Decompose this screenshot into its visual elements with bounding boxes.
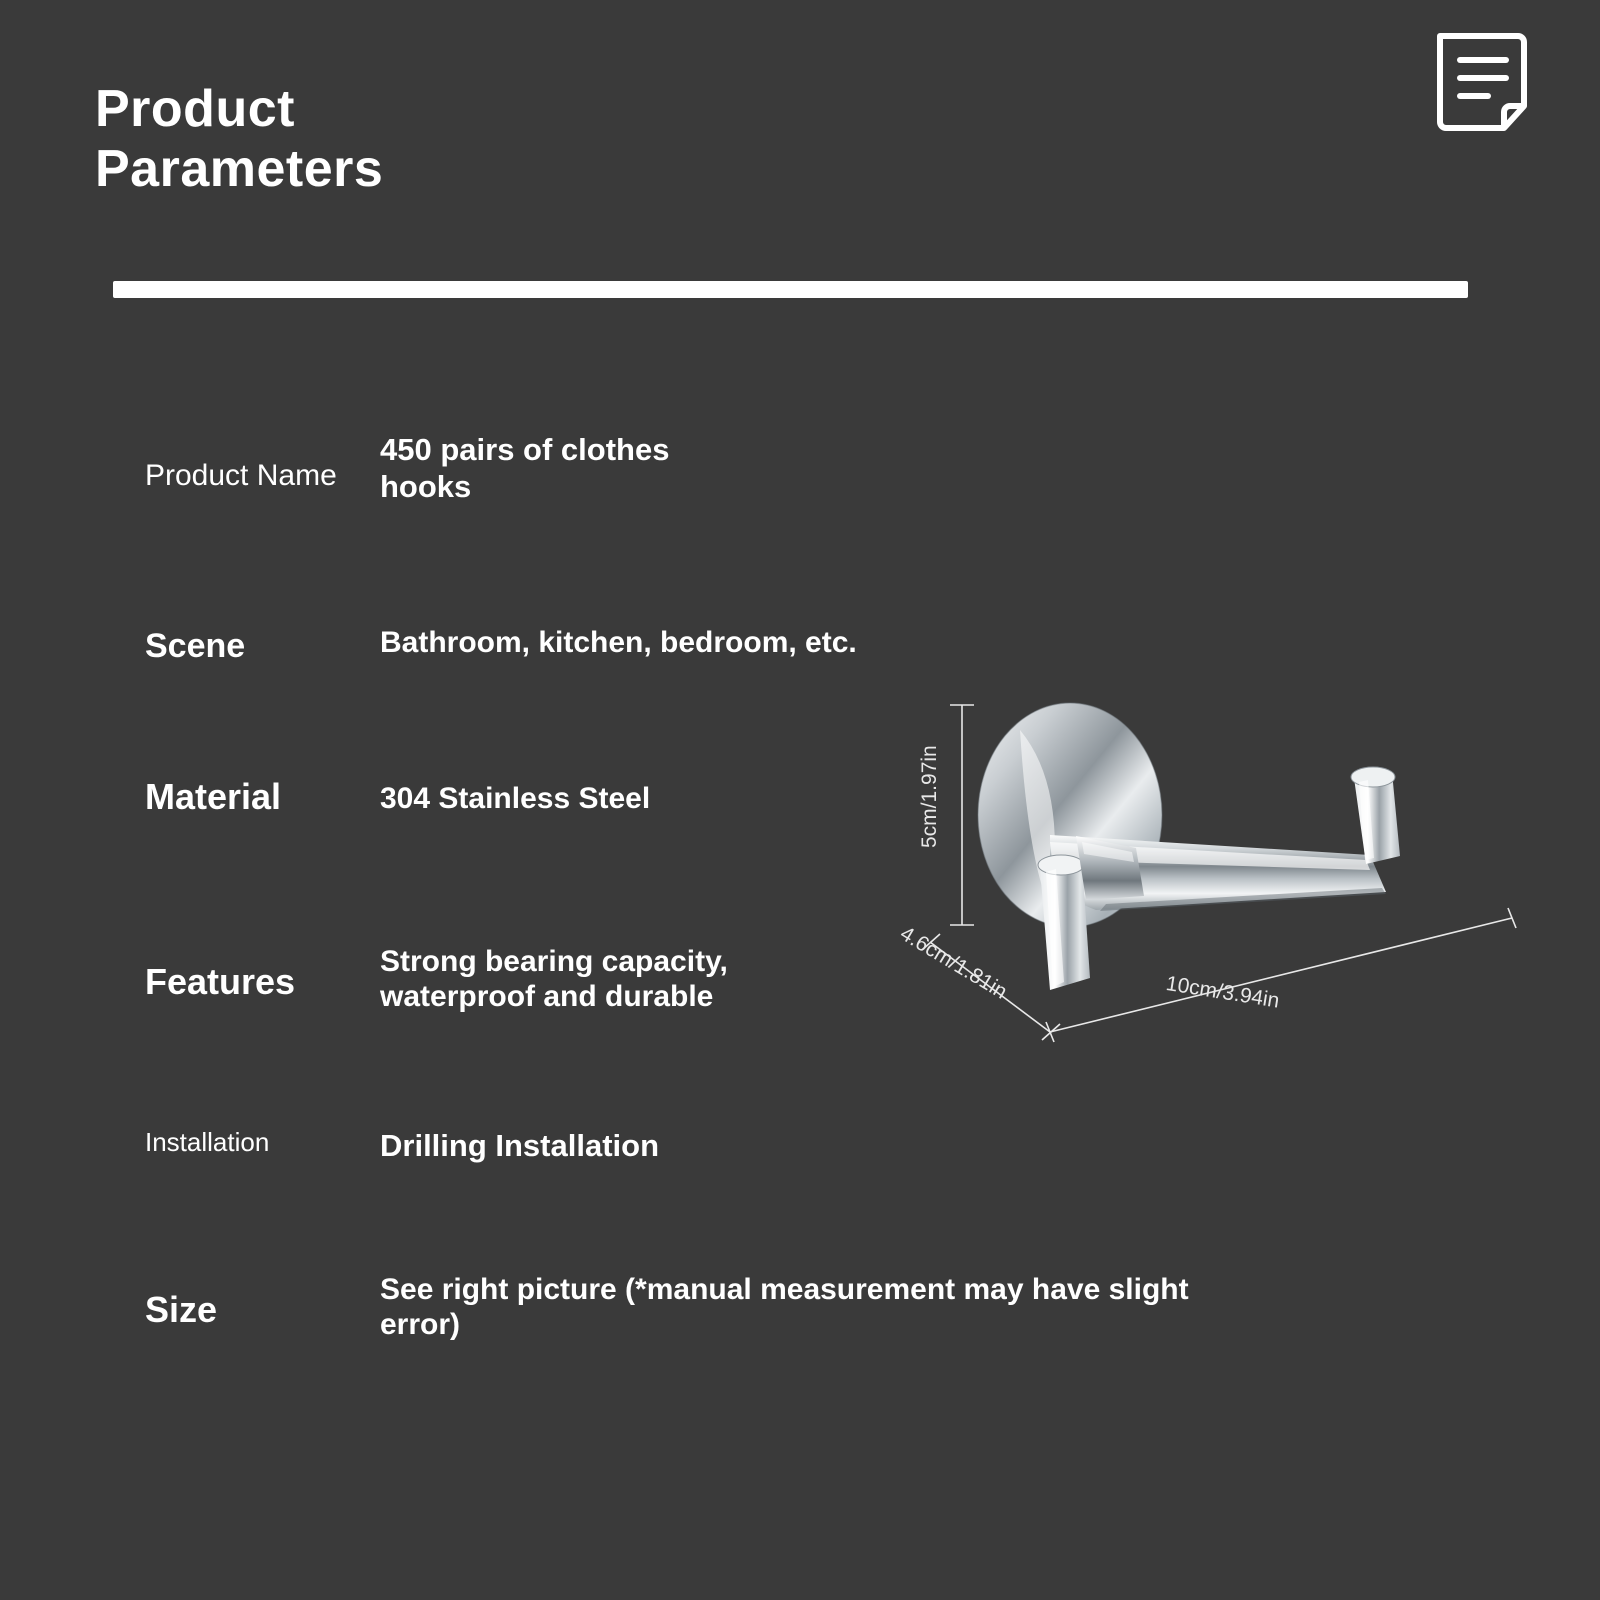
spec-label-installation: Installation	[145, 1127, 270, 1157]
page-title	[95, 80, 1515, 200]
spec-value-scene: Bathroom, kitchen, bedroom, etc.	[380, 626, 857, 659]
page-header	[95, 80, 1515, 200]
product-image	[896, 660, 1540, 1080]
dimension-width-label: 10cm/3.94in	[1164, 972, 1281, 1013]
dimension-height-label: 5cm/1.97in	[918, 745, 941, 848]
spec-value-size: See right picture (*manual measurement may have slight error)	[380, 1273, 1189, 1342]
spec-label-product-name: Product Name	[145, 459, 337, 492]
page-title-line2: Parameters	[95, 139, 384, 198]
page-title-line1: Product	[95, 80, 295, 138]
spec-value-product-name: 450 pairs of clothes hooks	[380, 432, 670, 504]
spec-value-installation: Drilling Installation	[380, 1128, 660, 1163]
spec-value-features: Strong bearing capacity, waterproof and durable	[380, 945, 728, 1014]
table-row	[145, 432, 1145, 505]
dimension-depth-label: 4.6cm/1.81in	[896, 922, 1012, 1004]
spec-label-scene: Scene	[145, 627, 246, 665]
table-row	[145, 1124, 1145, 1165]
header-divider	[113, 281, 1468, 298]
spec-value-material: 304 Stainless Steel	[380, 782, 651, 815]
document-note-icon	[1430, 28, 1542, 140]
spec-label-size: Size	[145, 1289, 218, 1330]
spec-label-features: Features	[145, 961, 296, 1002]
table-row	[145, 1272, 1205, 1343]
spec-label-material: Material	[145, 776, 282, 817]
